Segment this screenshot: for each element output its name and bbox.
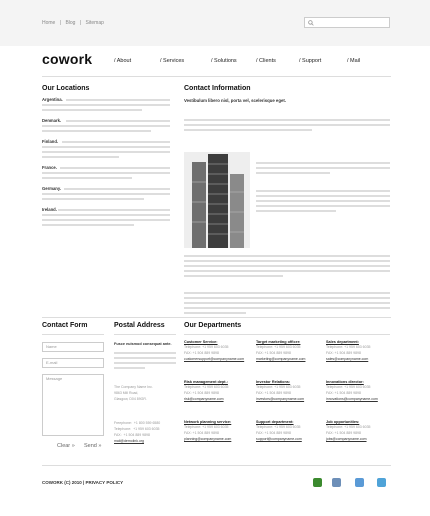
top-link-sep: |	[79, 20, 82, 26]
department-row: Telephone: +1 959 603 6035	[256, 425, 301, 429]
city-denmark: Denmark.	[42, 118, 62, 123]
departments-title: Our Departments	[184, 322, 242, 329]
nav-mail[interactable]: / Mail	[347, 58, 361, 64]
department-row: FAX: +1 504 889 9898	[326, 431, 361, 435]
postal-line-3: Glasgow, D04 89GR.	[114, 397, 147, 401]
department-item	[256, 380, 304, 402]
send-arrow-icon: »	[98, 443, 102, 449]
department-item	[256, 420, 302, 442]
postal-line-2: 9863 Mill Road,	[114, 391, 139, 395]
department-title: Innovations director:	[326, 380, 364, 384]
postal-email-link[interactable]: mail@demolink.org	[114, 439, 145, 443]
top-link-sep: |	[59, 20, 62, 26]
contact-text-2	[256, 162, 390, 177]
department-title: Job opportunities:	[326, 420, 360, 424]
header-divider	[42, 76, 391, 77]
department-email-link[interactable]: sales@companyname.com	[326, 357, 369, 361]
department-row: FAX: +1 504 889 9898	[326, 391, 361, 395]
locations-list	[42, 97, 170, 229]
contact-text-1	[184, 119, 390, 134]
send-button[interactable]	[84, 443, 101, 449]
postal-row-freephone: Freephone: +1 800 559 6580	[114, 421, 161, 425]
nav-clients[interactable]: / Clients	[256, 58, 276, 64]
nav-services[interactable]: / Services	[160, 58, 185, 64]
department-item	[256, 340, 305, 362]
department-email-link[interactable]: planning@companyname.com	[184, 437, 232, 441]
department-row: Telephone: +1 959 603 6035	[184, 425, 229, 429]
contact-text-5	[184, 292, 390, 317]
top-link-blog[interactable]: Blog	[65, 20, 76, 26]
department-row: Telephone: +1 959 603 6035	[326, 385, 371, 389]
department-row: FAX: +1 504 889 9898	[184, 431, 219, 435]
department-email-link[interactable]: customersupport@companyname.com	[184, 357, 245, 361]
postal-lead: Fusce euismod consequat ante.	[114, 342, 172, 346]
postal-line-1: The Company Name Inc.	[114, 385, 153, 389]
contact-lead: Vestibulum libero nisl, porta vel, scelerisque eget.	[184, 98, 286, 103]
department-row: Telephone: +1 959 603 6035	[256, 385, 301, 389]
departments-title-rule	[184, 334, 390, 335]
top-link-home[interactable]: Home	[42, 20, 56, 26]
postal-row-telephone: Telephone: +1 959 603 6035	[114, 427, 160, 431]
department-row: FAX: +1 504 889 9898	[184, 391, 219, 395]
department-row: FAX: +1 504 889 9898	[184, 351, 219, 355]
footer-divider	[42, 465, 391, 466]
digg-icon[interactable]	[332, 478, 341, 487]
form-title-rule	[42, 334, 104, 335]
top-link-sitemap[interactable]: Sitemap	[85, 20, 104, 26]
building-image	[184, 152, 250, 248]
department-item	[326, 380, 378, 402]
logo[interactable]: cowork	[42, 51, 93, 67]
department-row: Telephone: +1 959 603 6035	[256, 345, 301, 349]
department-title: Risk management dept.:	[184, 380, 228, 384]
contact-text-3	[256, 190, 390, 215]
search-icon[interactable]	[308, 20, 314, 26]
department-row: Telephone: +1 959 603 6035	[184, 385, 229, 389]
department-email-link[interactable]: marketing@companyname.com	[256, 357, 306, 361]
department-email-link[interactable]: innovations@companyname.com	[326, 397, 378, 401]
department-title: Network planning service:	[184, 420, 232, 424]
delicious-icon[interactable]	[355, 478, 364, 487]
search-input[interactable]	[304, 17, 390, 28]
department-item	[184, 380, 228, 402]
department-row: FAX: +1 504 889 9898	[326, 351, 361, 355]
department-row: FAX: +1 504 889 9898	[256, 431, 291, 435]
city-argentina: Argentina.	[42, 97, 63, 102]
nav-about[interactable]: / About	[114, 58, 132, 64]
city-germany: Germany.	[42, 186, 62, 191]
top-links	[42, 20, 107, 26]
department-title: Investor Relations:	[256, 380, 291, 384]
department-row: Telephone: +1 959 603 6035	[326, 345, 371, 349]
nav-solutions[interactable]: / Solutions	[211, 58, 237, 64]
department-title: Target marketing officer:	[256, 340, 301, 344]
contact-text-4	[184, 255, 390, 280]
department-title: Sales department:	[326, 340, 359, 344]
department-email-link[interactable]: jobs@companyname.com	[326, 437, 367, 441]
department-row: Telephone: +1 959 603 6035	[184, 345, 229, 349]
postal-title: Postal Address	[114, 322, 165, 329]
nav-support[interactable]: / Support	[299, 58, 322, 64]
section-divider	[42, 317, 391, 318]
contact-form-title: Contact Form	[42, 322, 88, 329]
clear-arrow-icon: »	[71, 443, 75, 449]
department-item	[326, 340, 370, 362]
department-row: FAX: +1 504 889 9898	[256, 391, 291, 395]
department-title: Support department:	[256, 420, 294, 424]
city-france: France.	[42, 165, 57, 170]
department-title: Customer Service:	[184, 340, 218, 344]
city-finland: Finland.	[42, 139, 59, 144]
clear-button[interactable]	[57, 443, 75, 449]
twitter-icon[interactable]	[377, 478, 386, 487]
locations-title: Our Locations	[42, 85, 90, 92]
department-email-link[interactable]: support@companyname.com	[256, 437, 302, 441]
footer-copyright: COWORK (C) 2010 | PRIVACY POLICY	[42, 480, 124, 485]
department-email-link[interactable]: risk@companyname.com	[184, 397, 224, 401]
name-field[interactable]: Name	[42, 342, 104, 352]
department-row: FAX: +1 504 889 9898	[256, 351, 291, 355]
postal-row-fax: FAX: +1 504 889 9898	[114, 433, 150, 437]
department-row: Telephone: +1 959 603 6035	[326, 425, 371, 429]
postal-text	[114, 352, 176, 372]
stumbleupon-icon[interactable]	[313, 478, 322, 487]
department-item	[184, 420, 231, 442]
department-email-link[interactable]: investors@companyname.com	[256, 397, 305, 401]
send-label: Send	[84, 443, 97, 449]
message-field[interactable]: Message	[42, 374, 104, 436]
postal-title-rule	[114, 334, 176, 335]
email-field[interactable]: E-mail	[42, 358, 104, 368]
clear-label: Clear	[57, 443, 71, 449]
department-item	[184, 340, 244, 362]
contact-title: Contact Information	[184, 85, 251, 92]
department-item	[326, 420, 370, 442]
city-ireland: Ireland.	[42, 207, 57, 212]
